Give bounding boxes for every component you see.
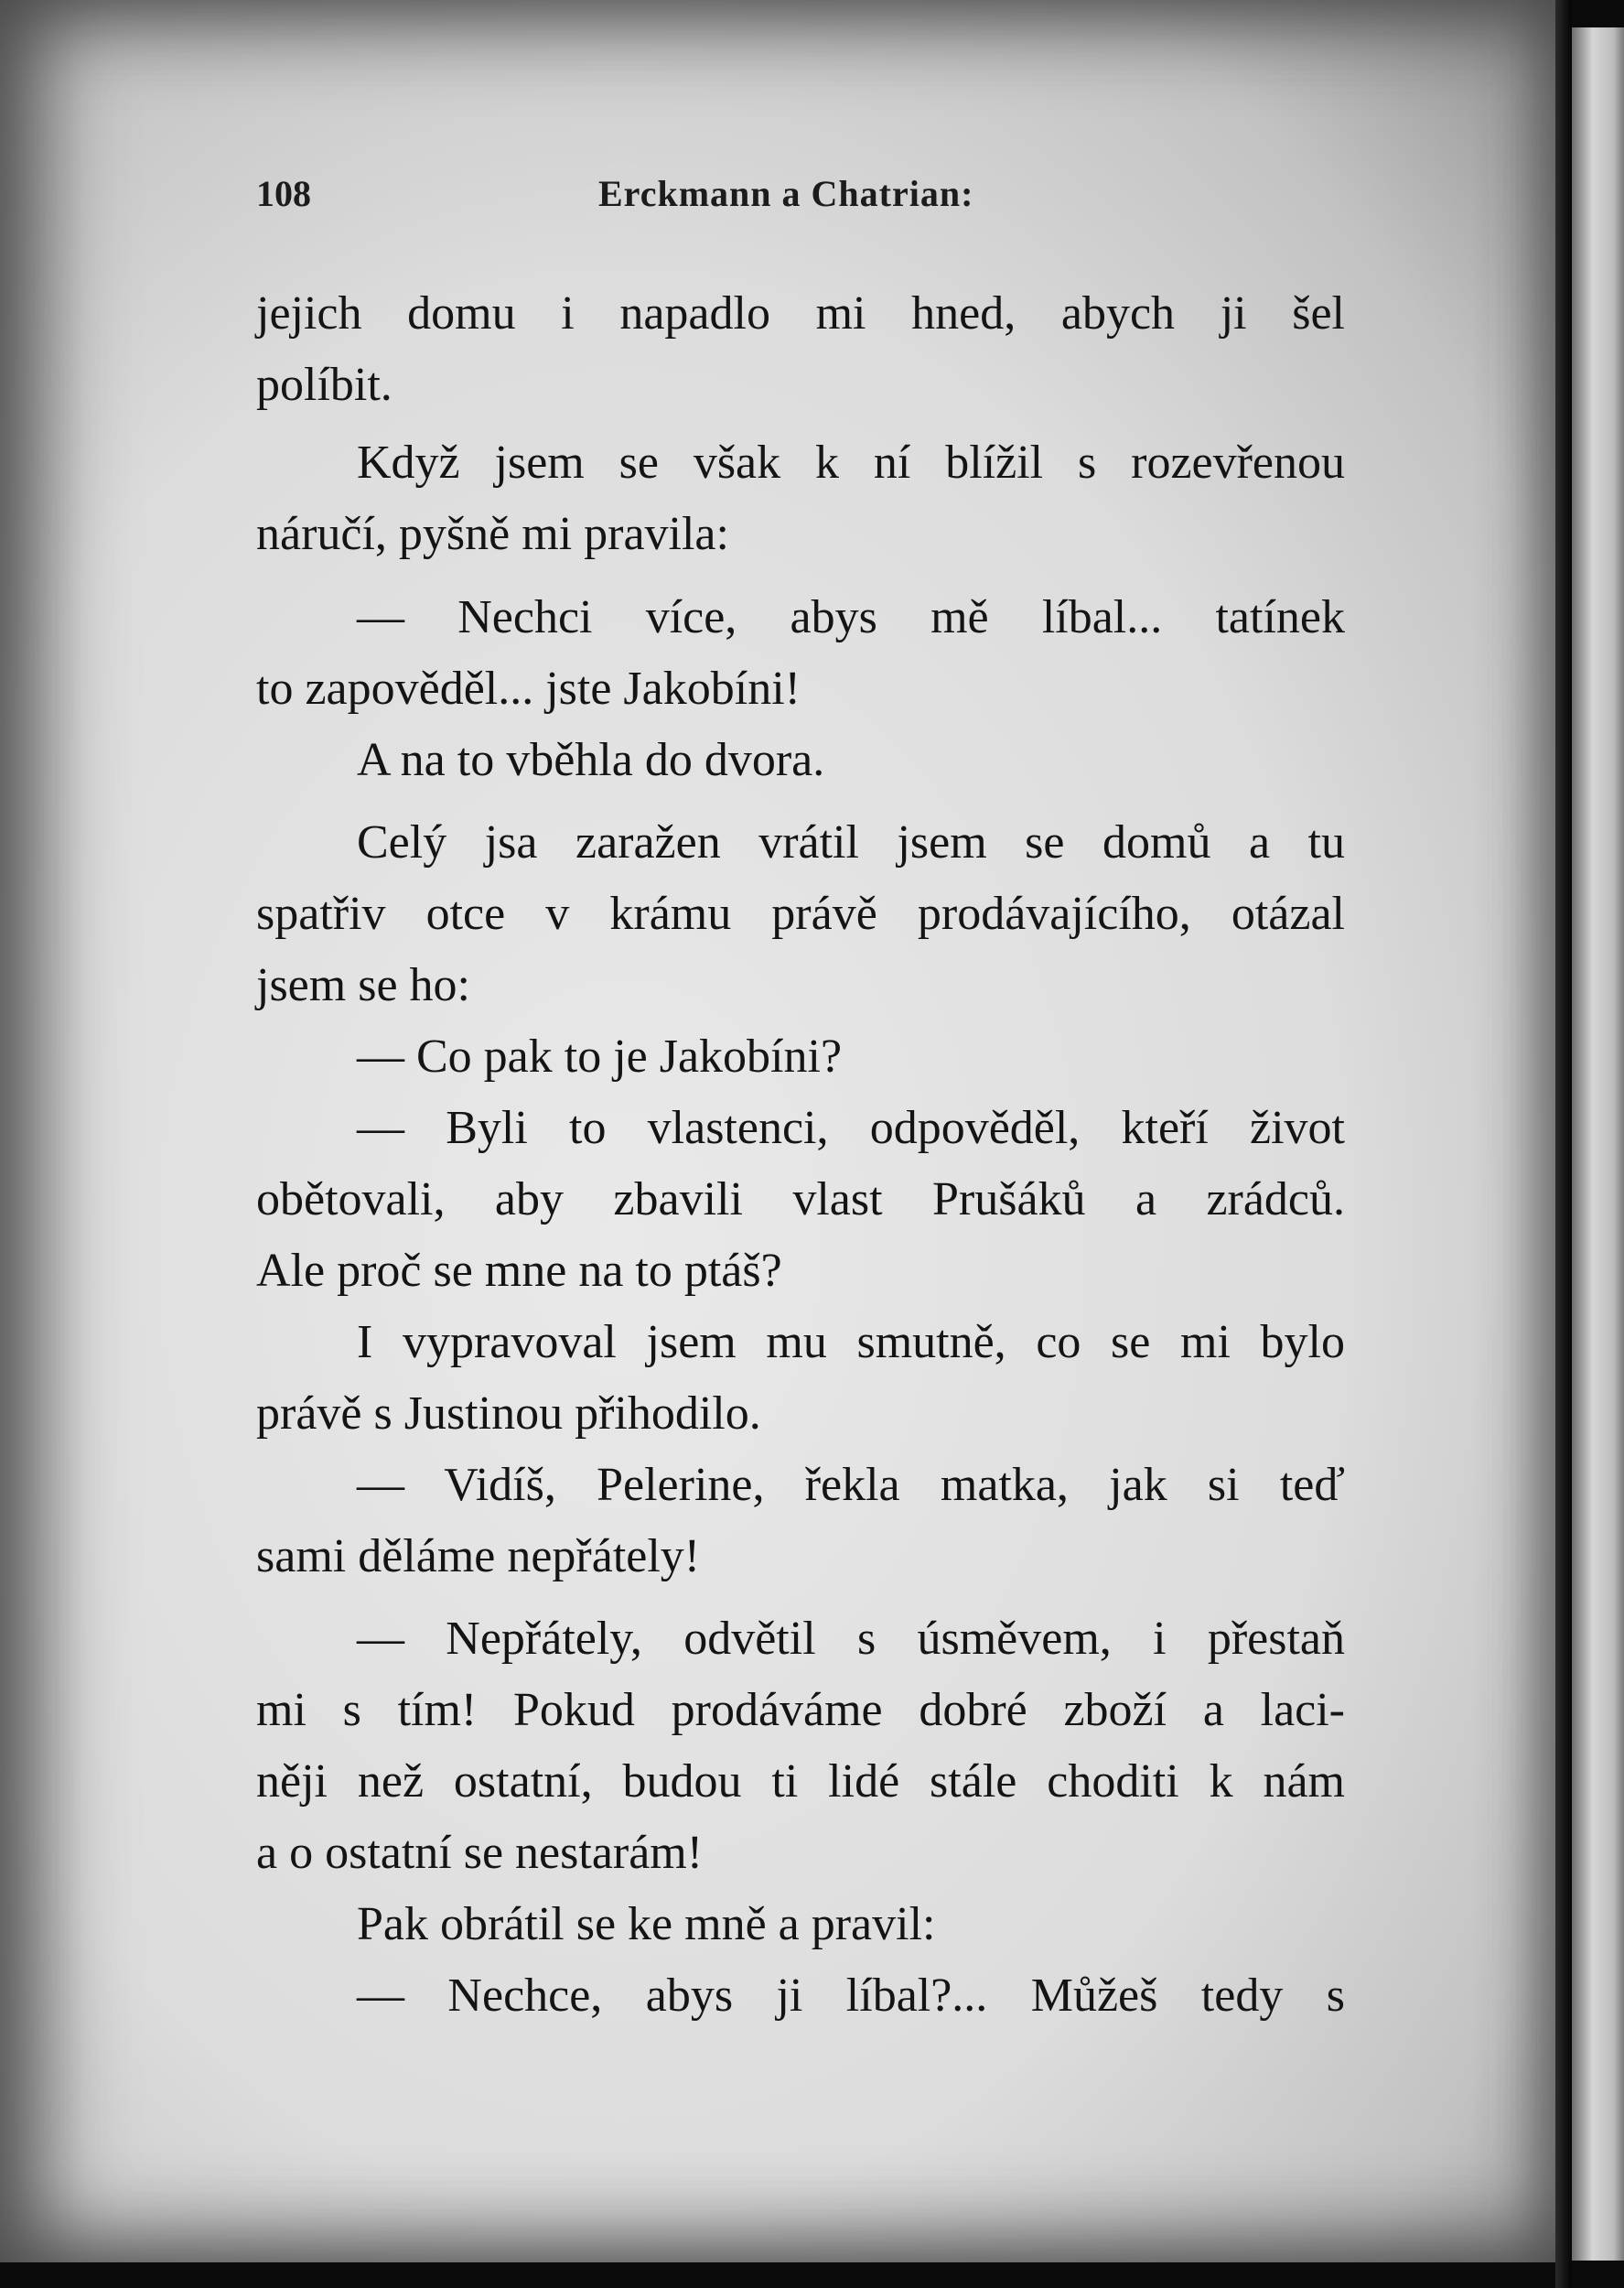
text-line: a o ostatní se nestarám! [256,1827,704,1879]
text-line: náručí, pyšně mi pravila: [256,508,729,560]
page-gutter-shadow [1555,0,1572,2288]
text-line: — Byli to vlastenci, odpověděl, kteří život [357,1102,1345,1154]
text-line: mi s tím! Pokud prodáváme dobré zboží a laci- [256,1684,1345,1736]
text-line: Pak obrátil se ke mně a pravil: [357,1898,936,1950]
text-line: obětovali, aby zbavili vlast Prušáků a zrádců. [256,1173,1345,1225]
text-line: to zapověděl... jste Jakobíni! [256,663,801,715]
text-line: — Nepřátely, odvětil s úsměvem, i přestaň [357,1613,1345,1665]
text-line: sami děláme nepřátely! [256,1530,701,1582]
text-line: jsem se ho: [256,959,470,1011]
text-line: — Vidíš, Pelerine, řekla matka, jak si teď [357,1459,1345,1511]
text-line: Ale proč se mne na to ptáš? [256,1245,782,1297]
text-line: — Nechci více, abys mě líbal... tatínek [357,591,1345,643]
text-line: Když jsem se však k ní blížil s rozevřenou [357,437,1345,489]
text-line: spatřiv otce v krámu právě prodávajícího, otázal [256,888,1345,940]
text-line: něji než ostatní, budou ti lidé stále choditi k nám [256,1755,1345,1808]
text-line: — Co pak to je Jakobíni? [357,1031,843,1083]
page-number: 108 [256,173,311,214]
text-line: políbit. [256,359,393,411]
text-line: I vypravoval jsem mu smutně, co se mi bylo [357,1316,1345,1368]
text-line: — Nechce, abys ji líbal?... Můžeš tedy s [357,1970,1345,2022]
text-line: jejich domu i napadlo mi hned, abych ji šel [256,287,1345,340]
running-head [256,172,1555,227]
facing-page-edge [1572,27,1624,2261]
text-line: právě s Justinou přihodilo. [256,1387,761,1440]
running-title: Erckmann a Chatrian: [598,173,974,214]
text-line: Celý jsa zaražen vrátil jsem se domů a tu [357,816,1345,869]
text-line: A na to vběhla do dvora. [357,734,825,786]
